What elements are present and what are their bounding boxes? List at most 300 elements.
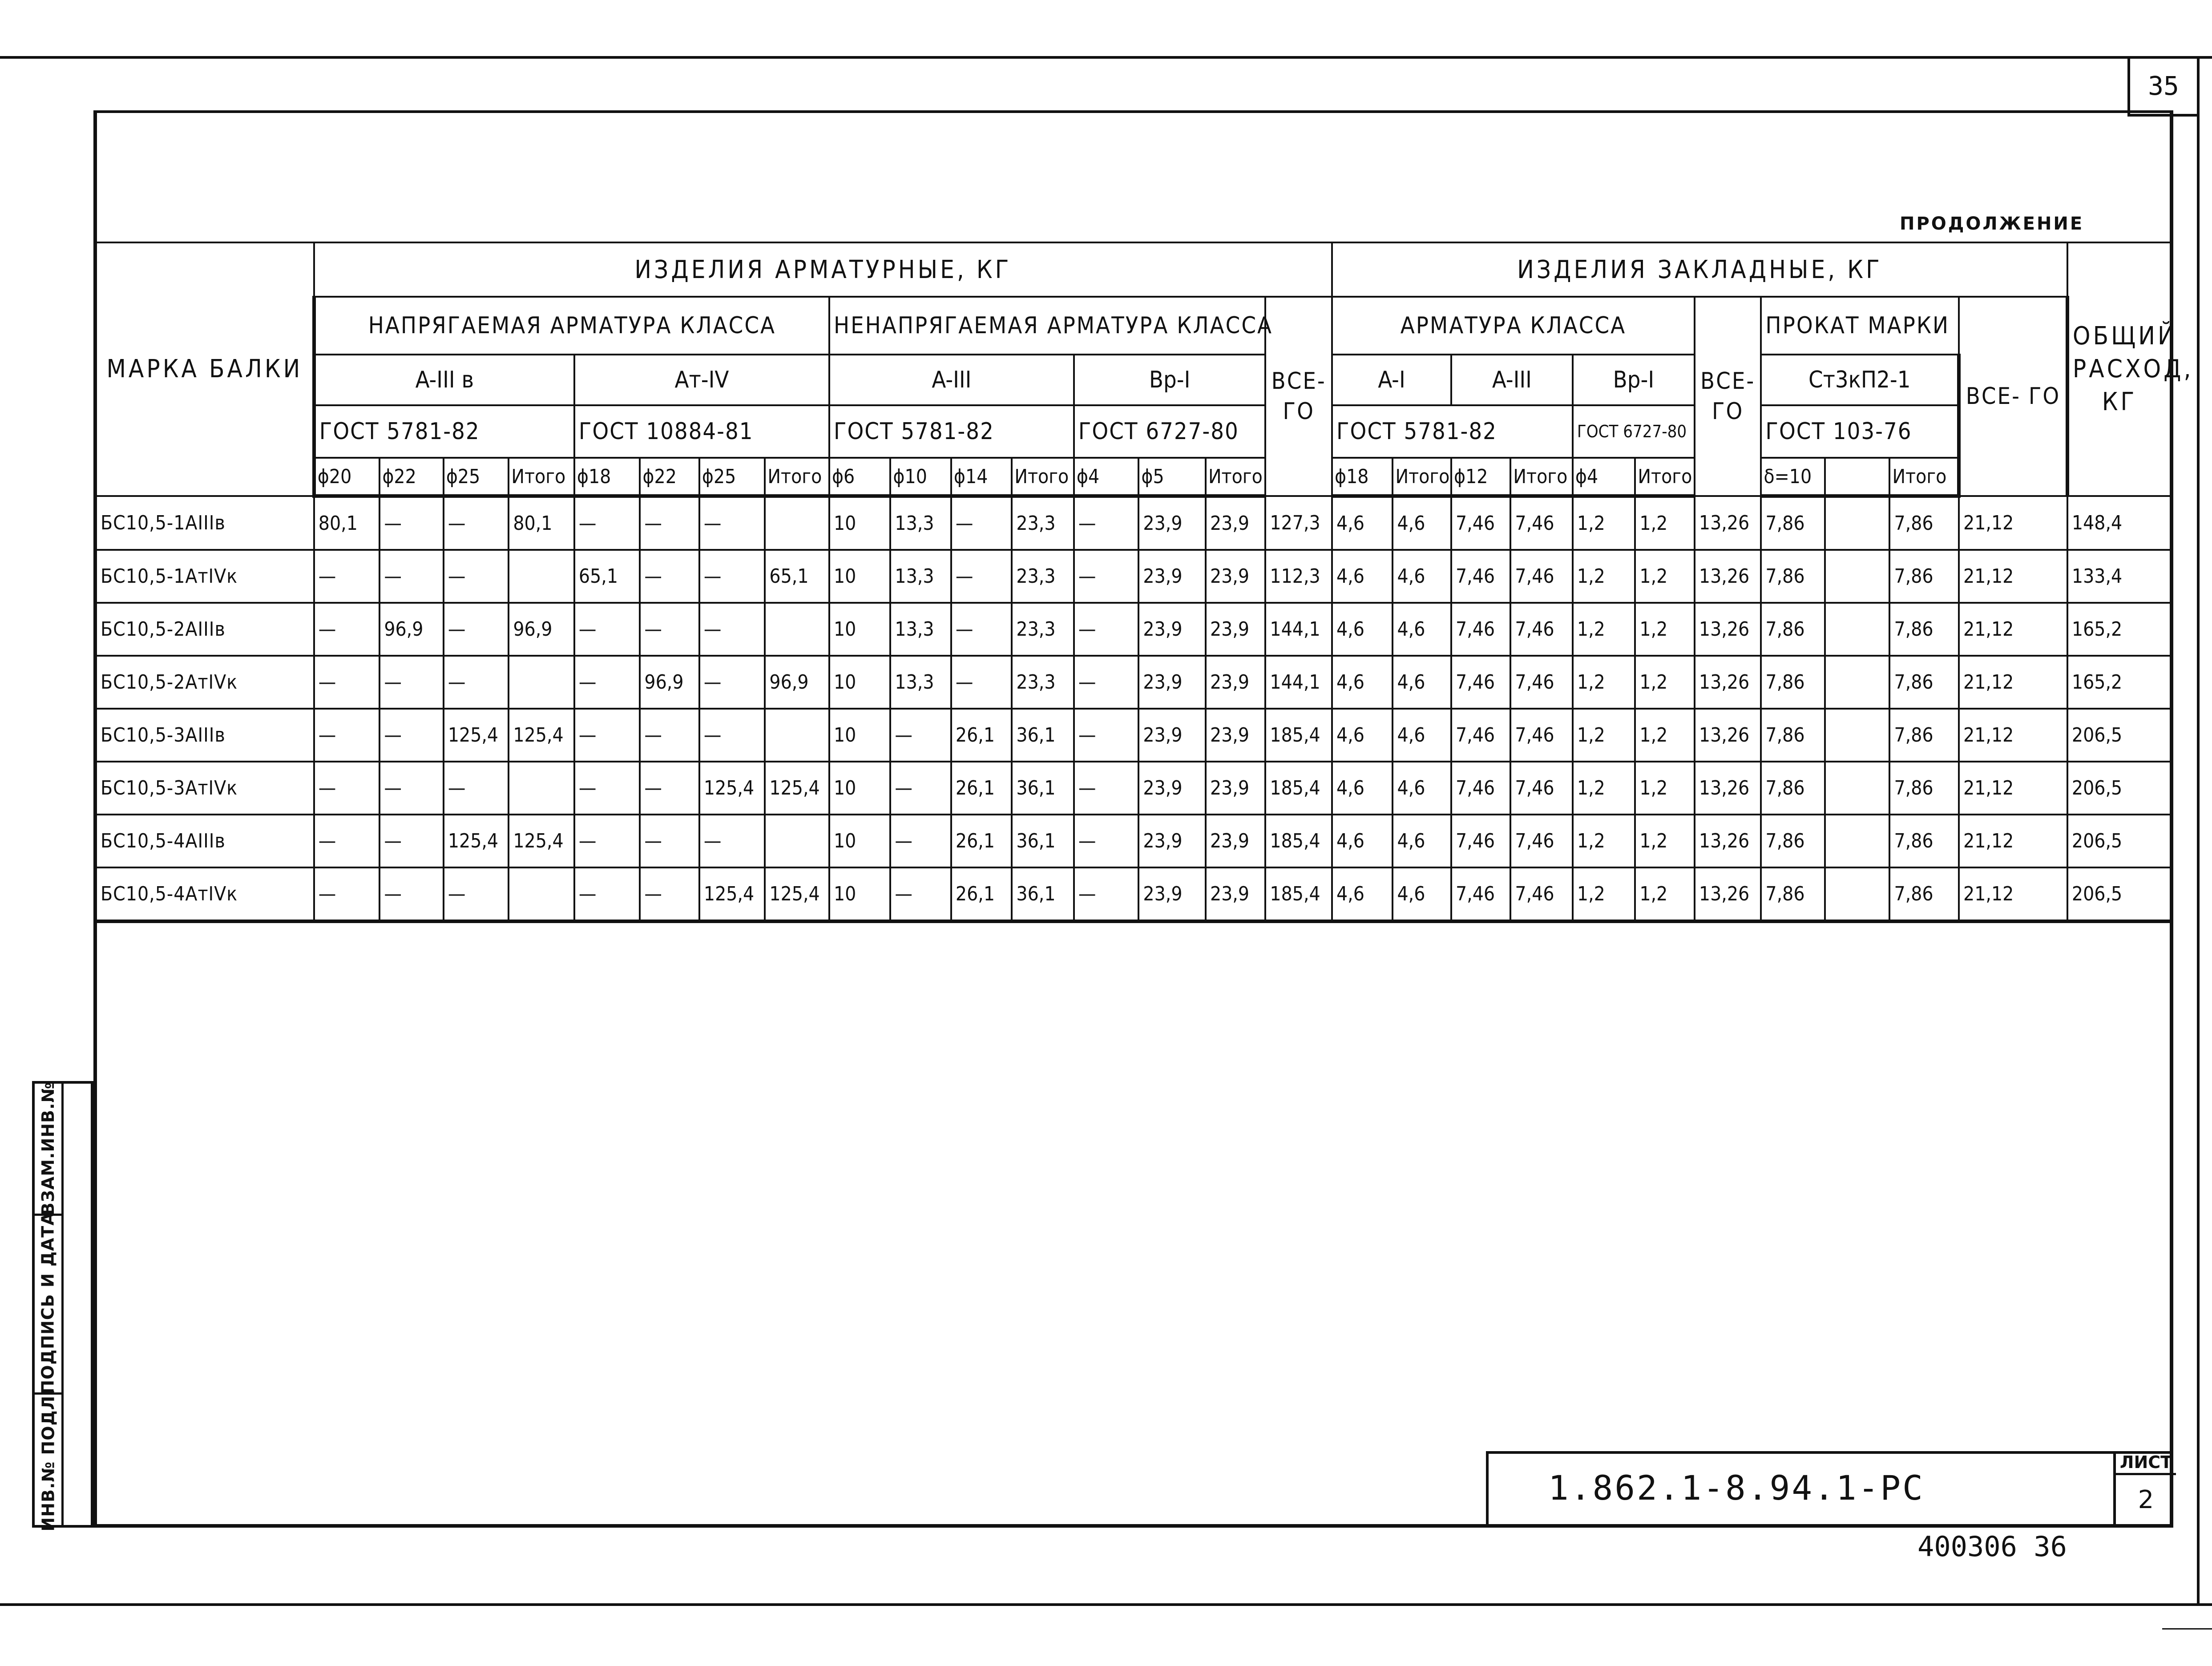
table-cell: 4,6 xyxy=(1393,709,1451,762)
itogo-header: Итого xyxy=(1012,458,1074,496)
table-cell xyxy=(509,656,574,709)
table-cell: 7,86 xyxy=(1889,603,1959,656)
table-cell: — xyxy=(574,496,640,550)
table-cell: 7,86 xyxy=(1889,496,1959,550)
table-cell: 10 xyxy=(829,603,890,656)
table-row xyxy=(95,762,2172,815)
table-cell xyxy=(509,867,574,921)
table-cell: — xyxy=(379,550,444,603)
diameter-header: ϕ10 xyxy=(890,458,951,496)
table-cell: — xyxy=(444,496,509,550)
vsego-embedded-header: ВСЕ- ГО xyxy=(1959,297,2067,496)
table-cell: 4,6 xyxy=(1393,603,1451,656)
diameter-header: ϕ22 xyxy=(379,458,444,496)
table-cell: 10 xyxy=(829,867,890,921)
table-cell: 23,9 xyxy=(1138,867,1206,921)
table-cell: — xyxy=(640,603,699,656)
beam-mark-cell: БС10,5-4AIIIв xyxy=(95,815,314,867)
table-cell: 185,4 xyxy=(1265,815,1332,867)
table-cell: 206,5 xyxy=(2067,867,2172,921)
table-cell xyxy=(1825,496,1890,550)
table-cell: 7,46 xyxy=(1510,867,1573,921)
table-cell: 144,1 xyxy=(1265,656,1332,709)
gost-5781-embedded: ГОСТ 5781-82 xyxy=(1332,405,1573,458)
diameter-header: ϕ22 xyxy=(640,458,699,496)
table-cell: 13,26 xyxy=(1695,496,1761,550)
table-cell: — xyxy=(890,762,951,815)
table-cell: 4,6 xyxy=(1393,762,1451,815)
table-cell xyxy=(765,496,829,550)
table-cell: 4,6 xyxy=(1332,867,1393,921)
table-cell: — xyxy=(444,867,509,921)
table-row xyxy=(95,815,2172,867)
table-cell: 10 xyxy=(829,656,890,709)
sheet-bottom-line xyxy=(0,1603,2212,1606)
table-cell: 23,9 xyxy=(1138,603,1206,656)
table-cell xyxy=(1825,867,1890,921)
table-cell: 23,9 xyxy=(1138,762,1206,815)
table-cell: — xyxy=(951,550,1012,603)
table-cell: 1,2 xyxy=(1573,815,1635,867)
table-cell: — xyxy=(574,656,640,709)
table-cell: — xyxy=(379,709,444,762)
table-cell: 165,2 xyxy=(2067,656,2172,709)
class-a3-embedded: A-III xyxy=(1451,355,1573,405)
table-cell: 13,26 xyxy=(1695,815,1761,867)
table-cell: 7,46 xyxy=(1510,815,1573,867)
table-cell xyxy=(509,762,574,815)
table-cell: — xyxy=(890,867,951,921)
table-cell: — xyxy=(1074,550,1139,603)
table-cell: 148,4 xyxy=(2067,496,2172,550)
table-cell: 23,9 xyxy=(1206,867,1265,921)
table-cell: 1,2 xyxy=(1573,709,1635,762)
beam-mark-cell: БС10,5-1AтIVк xyxy=(95,550,314,603)
table-cell: 96,9 xyxy=(509,603,574,656)
table-cell: 65,1 xyxy=(574,550,640,603)
diameter-header: ϕ25 xyxy=(444,458,509,496)
table-cell: 4,6 xyxy=(1332,656,1393,709)
table-cell xyxy=(765,603,829,656)
table-cell: 185,4 xyxy=(1265,762,1332,815)
table-cell: 23,9 xyxy=(1206,815,1265,867)
diameter-header: ϕ4 xyxy=(1573,458,1635,496)
table-cell xyxy=(765,815,829,867)
table-cell: 96,9 xyxy=(765,656,829,709)
table-cell: 4,6 xyxy=(1332,762,1393,815)
table-cell: 206,5 xyxy=(2067,762,2172,815)
table-cell: 1,2 xyxy=(1635,867,1694,921)
table-cell: — xyxy=(574,815,640,867)
nonprestressed-header: НЕНАПРЯГАЕМАЯ АРМАТУРА КЛАССА xyxy=(829,297,1265,355)
table-cell: 4,6 xyxy=(1393,550,1451,603)
table-cell: 10 xyxy=(829,762,890,815)
diameter-header: ϕ5 xyxy=(1138,458,1206,496)
table-cell: — xyxy=(574,762,640,815)
col-total-header: ОБЩИЙ РАСХОД, КГ xyxy=(2067,242,2172,496)
table-cell: 23,9 xyxy=(1138,496,1206,550)
gost-10884: ГОСТ 10884-81 xyxy=(574,405,829,458)
table-cell: 7,86 xyxy=(1889,867,1959,921)
table-cell: — xyxy=(951,603,1012,656)
table-cell: 13,26 xyxy=(1695,762,1761,815)
col-mark-header: МАРКА БАЛКИ xyxy=(95,242,314,496)
table-cell: 13,3 xyxy=(890,603,951,656)
table-cell: 4,6 xyxy=(1393,496,1451,550)
table-cell: — xyxy=(314,815,380,867)
table-cell: 1,2 xyxy=(1573,550,1635,603)
table-cell: — xyxy=(444,550,509,603)
table-cell: — xyxy=(640,709,699,762)
table-cell: — xyxy=(1074,656,1139,709)
table-cell: — xyxy=(1074,867,1139,921)
table-cell: 7,86 xyxy=(1889,815,1959,867)
table-cell: — xyxy=(314,603,380,656)
itogo-header: Итого xyxy=(765,458,829,496)
table-cell: 125,4 xyxy=(444,709,509,762)
table-cell: 7,46 xyxy=(1451,550,1510,603)
table-cell: 23,3 xyxy=(1012,656,1074,709)
table-cell: — xyxy=(314,867,380,921)
table-cell: — xyxy=(890,709,951,762)
table-cell: 4,6 xyxy=(1393,656,1451,709)
table-cell: 13,26 xyxy=(1695,603,1761,656)
diameter-header: ϕ14 xyxy=(951,458,1012,496)
steel-grade: Cт3кП2-1 xyxy=(1761,355,1959,405)
table-cell: 10 xyxy=(829,496,890,550)
vsego-reinf-header: ВСЕ- ГО xyxy=(1265,297,1332,496)
beam-mark-cell: БС10,5-3AтIVк xyxy=(95,762,314,815)
table-cell: — xyxy=(699,550,765,603)
table-cell: 127,3 xyxy=(1265,496,1332,550)
prokat-header: ПРОКАТ МАРКИ xyxy=(1761,297,1959,355)
table-cell: 23,9 xyxy=(1138,550,1206,603)
beam-mark-cell: БС10,5-4AтIVк xyxy=(95,867,314,921)
prestressed-header: НАПРЯГАЕМАЯ АРМАТУРА КЛАССА xyxy=(314,297,829,355)
table-cell: 1,2 xyxy=(1635,656,1694,709)
table-cell: 7,86 xyxy=(1889,550,1959,603)
table-cell: 7,86 xyxy=(1761,867,1825,921)
table-cell: — xyxy=(379,496,444,550)
sheet-right-line xyxy=(2197,56,2200,1603)
table-cell: 21,12 xyxy=(1959,867,2067,921)
table-cell: — xyxy=(951,496,1012,550)
table-cell: 23,9 xyxy=(1138,709,1206,762)
table-cell: 7,46 xyxy=(1451,496,1510,550)
table-cell: 165,2 xyxy=(2067,603,2172,656)
table-cell: 7,86 xyxy=(1761,709,1825,762)
table-cell: 36,1 xyxy=(1012,867,1074,921)
table-cell: — xyxy=(379,762,444,815)
table-cell: 185,4 xyxy=(1265,709,1332,762)
table-cell: 36,1 xyxy=(1012,815,1074,867)
table-cell: 80,1 xyxy=(314,496,380,550)
table-cell: 7,86 xyxy=(1761,603,1825,656)
table-cell: 26,1 xyxy=(951,867,1012,921)
table-cell: 13,26 xyxy=(1695,550,1761,603)
table-cell: 21,12 xyxy=(1959,496,2067,550)
group-embedded-header: ИЗДЕЛИЯ ЗАКЛАДНЫЕ, КГ xyxy=(1332,242,2067,297)
thickness-header: δ=10 xyxy=(1761,458,1825,496)
table-cell: — xyxy=(314,709,380,762)
diameter-header: ϕ18 xyxy=(574,458,640,496)
table-cell: 23,9 xyxy=(1206,603,1265,656)
table-cell: — xyxy=(1074,603,1139,656)
table-cell: 1,2 xyxy=(1573,603,1635,656)
table-cell: 4,6 xyxy=(1332,603,1393,656)
table-row xyxy=(95,709,2172,762)
table-cell: 13,3 xyxy=(890,656,951,709)
table-cell: — xyxy=(640,815,699,867)
sheet-cell xyxy=(2113,1451,2173,1528)
table-cell: 7,46 xyxy=(1451,709,1510,762)
table-cell: — xyxy=(444,762,509,815)
table-cell xyxy=(1825,603,1890,656)
table-cell: 23,3 xyxy=(1012,603,1074,656)
table-cell: 7,86 xyxy=(1761,656,1825,709)
table-cell: 125,4 xyxy=(699,762,765,815)
table-cell: 7,86 xyxy=(1889,656,1959,709)
table-cell: 7,46 xyxy=(1510,656,1573,709)
table-cell: 23,3 xyxy=(1012,550,1074,603)
table-cell: — xyxy=(379,656,444,709)
table-cell: 36,1 xyxy=(1012,762,1074,815)
sheet-number: 2 xyxy=(2138,1485,2154,1514)
table-cell: 7,46 xyxy=(1510,550,1573,603)
table-cell: 7,46 xyxy=(1510,496,1573,550)
table-cell: — xyxy=(699,709,765,762)
table-cell xyxy=(1825,656,1890,709)
table-cell: — xyxy=(574,603,640,656)
table-cell xyxy=(1825,815,1890,867)
diameter-header: ϕ6 xyxy=(829,458,890,496)
edge-mark xyxy=(2162,1628,2212,1630)
table-cell: 1,2 xyxy=(1635,603,1694,656)
table-cell: 125,4 xyxy=(509,709,574,762)
table-cell: 23,9 xyxy=(1206,656,1265,709)
table-cell: 10 xyxy=(829,550,890,603)
table-cell: 7,86 xyxy=(1889,709,1959,762)
table-cell: 7,46 xyxy=(1451,656,1510,709)
table-cell: — xyxy=(574,709,640,762)
table-cell: 21,12 xyxy=(1959,762,2067,815)
table-row xyxy=(95,603,2172,656)
table-cell: — xyxy=(444,603,509,656)
gost-5781-nonprestressed: ГОСТ 5781-82 xyxy=(829,405,1074,458)
table-cell: 26,1 xyxy=(951,709,1012,762)
table-cell xyxy=(1825,550,1890,603)
diameter-header: ϕ18 xyxy=(1332,458,1393,496)
itogo-header: Итого xyxy=(1206,458,1265,496)
table-cell: 1,2 xyxy=(1573,496,1635,550)
class-a1-embedded: A-I xyxy=(1332,355,1451,405)
continuation-label: ПРОДОЛЖЕНИЕ xyxy=(1900,214,2084,234)
class-a3v: A-III в xyxy=(314,355,574,405)
table-cell: 96,9 xyxy=(640,656,699,709)
class-at4: Aт-IV xyxy=(574,355,829,405)
gost-6727-embedded: ГОСТ 6727-80 xyxy=(1573,405,1695,458)
table-cell: 4,6 xyxy=(1393,867,1451,921)
table-cell: 7,86 xyxy=(1761,762,1825,815)
table-cell xyxy=(765,709,829,762)
vsego-arm-header: ВСЕ- ГО xyxy=(1695,297,1761,496)
table-cell: 65,1 xyxy=(765,550,829,603)
table-cell: 1,2 xyxy=(1635,815,1694,867)
sheet-top-line xyxy=(0,56,2212,59)
table-cell: 13,26 xyxy=(1695,867,1761,921)
table-cell: 21,12 xyxy=(1959,603,2067,656)
table-cell: 21,12 xyxy=(1959,709,2067,762)
table-cell: 7,46 xyxy=(1510,603,1573,656)
diameter-header: ϕ4 xyxy=(1074,458,1139,496)
table-cell: 23,9 xyxy=(1206,762,1265,815)
page-number: 35 xyxy=(2127,58,2197,117)
table-cell: 21,12 xyxy=(1959,656,2067,709)
table-cell: 125,4 xyxy=(444,815,509,867)
table-cell: 7,86 xyxy=(1761,496,1825,550)
class-bp1-embedded: Bр-I xyxy=(1573,355,1695,405)
table-cell: — xyxy=(1074,709,1139,762)
beam-mark-cell: БС10,5-1AIIIв xyxy=(95,496,314,550)
table-cell: 26,1 xyxy=(951,815,1012,867)
itogo-header: Итого xyxy=(1889,458,1959,496)
table-cell: — xyxy=(574,867,640,921)
table-cell: 7,86 xyxy=(1889,762,1959,815)
empty-header xyxy=(1825,458,1890,496)
beam-mark-cell: БС10,5-2AIIIв xyxy=(95,603,314,656)
table-cell: 4,6 xyxy=(1332,496,1393,550)
diameter-header: ϕ12 xyxy=(1451,458,1510,496)
beam-mark-cell: БС10,5-3AIIIв xyxy=(95,709,314,762)
table-cell: — xyxy=(1074,762,1139,815)
itogo-header: Итого xyxy=(509,458,574,496)
table-cell: 23,9 xyxy=(1206,550,1265,603)
table-cell: — xyxy=(699,496,765,550)
table-cell: 23,9 xyxy=(1206,496,1265,550)
table-cell: 112,3 xyxy=(1265,550,1332,603)
table-cell: 23,3 xyxy=(1012,496,1074,550)
table-cell: 4,6 xyxy=(1393,815,1451,867)
table-cell: 1,2 xyxy=(1635,709,1694,762)
table-cell: 23,9 xyxy=(1138,656,1206,709)
table-cell: 1,2 xyxy=(1635,762,1694,815)
table-cell: 13,3 xyxy=(890,550,951,603)
group-reinforcement-header: ИЗДЕЛИЯ АРМАТУРНЫЕ, КГ xyxy=(314,242,1332,297)
table-cell: — xyxy=(699,603,765,656)
table-cell: 7,46 xyxy=(1451,815,1510,867)
diameter-header: ϕ20 xyxy=(314,458,380,496)
table-cell: 4,6 xyxy=(1332,550,1393,603)
gost-103: ГОСТ 103-76 xyxy=(1761,405,1959,458)
table-cell: 144,1 xyxy=(1265,603,1332,656)
table-cell: 96,9 xyxy=(379,603,444,656)
table-cell: — xyxy=(314,656,380,709)
table-cell: — xyxy=(699,656,765,709)
table-row xyxy=(95,550,2172,603)
table-cell: 13,26 xyxy=(1695,709,1761,762)
class-a3: A-III xyxy=(829,355,1074,405)
table-cell: — xyxy=(951,656,1012,709)
side-label-original: ИНВ.№ ПОДЛ. xyxy=(38,1388,58,1532)
table-cell: 36,1 xyxy=(1012,709,1074,762)
table-row xyxy=(95,656,2172,709)
table-cell: 7,46 xyxy=(1451,762,1510,815)
archive-number: 400306 36 xyxy=(1917,1530,2067,1563)
itogo-header: Итого xyxy=(1393,458,1451,496)
table-cell: 21,12 xyxy=(1959,550,2067,603)
table-cell: 23,9 xyxy=(1138,815,1206,867)
table-row xyxy=(95,496,2172,550)
gost-6727-reinf: ГОСТ 6727-80 xyxy=(1074,405,1266,458)
table-cell: — xyxy=(640,550,699,603)
sheet-label: ЛИСТ xyxy=(2116,1451,2176,1475)
table-cell: — xyxy=(699,815,765,867)
table-cell: — xyxy=(640,867,699,921)
table-cell: 1,2 xyxy=(1573,656,1635,709)
table-cell: 1,2 xyxy=(1635,550,1694,603)
table-cell: 80,1 xyxy=(509,496,574,550)
arm-class-header: АРМАТУРА КЛАССА xyxy=(1332,297,1695,355)
table-cell: 7,86 xyxy=(1761,550,1825,603)
table-cell: 125,4 xyxy=(765,762,829,815)
class-bp1: Bр-I xyxy=(1074,355,1266,405)
table-cell: 7,46 xyxy=(1451,867,1510,921)
table-cell: 4,6 xyxy=(1332,709,1393,762)
table-cell: 10 xyxy=(829,709,890,762)
table-cell: — xyxy=(890,815,951,867)
table-cell: — xyxy=(640,762,699,815)
table-cell: 206,5 xyxy=(2067,815,2172,867)
table-cell: 7,86 xyxy=(1761,815,1825,867)
table-cell: 125,4 xyxy=(765,867,829,921)
table-cell: 7,46 xyxy=(1510,762,1573,815)
table-cell: 21,12 xyxy=(1959,815,2067,867)
reinforcement-table xyxy=(93,242,2194,923)
table-cell: 133,4 xyxy=(2067,550,2172,603)
table-cell: 26,1 xyxy=(951,762,1012,815)
table-cell: — xyxy=(314,550,380,603)
side-label-replacement: ВЗАМ.ИНВ.№ xyxy=(38,1081,58,1216)
table-cell: 125,4 xyxy=(509,815,574,867)
table-cell: — xyxy=(379,815,444,867)
table-cell: 7,46 xyxy=(1451,603,1510,656)
itogo-header: Итого xyxy=(1510,458,1573,496)
diameter-header: ϕ25 xyxy=(699,458,765,496)
table-cell: 13,26 xyxy=(1695,656,1761,709)
table-cell: — xyxy=(314,762,380,815)
table-cell: — xyxy=(1074,496,1139,550)
table-cell: 1,2 xyxy=(1635,496,1694,550)
table-cell: — xyxy=(379,867,444,921)
beam-mark-cell: БС10,5-2AтIVк xyxy=(95,656,314,709)
table-body xyxy=(95,496,2172,921)
table-cell: 7,46 xyxy=(1510,709,1573,762)
gost-5781-prestressed: ГОСТ 5781-82 xyxy=(314,405,574,458)
table-cell: — xyxy=(640,496,699,550)
table-cell: 10 xyxy=(829,815,890,867)
table-row xyxy=(95,867,2172,921)
document-code: 1.862.1-8.94.1-РС xyxy=(1548,1468,1925,1508)
table-cell: 206,5 xyxy=(2067,709,2172,762)
side-stamp-divider xyxy=(61,1084,64,1525)
table-cell: — xyxy=(444,656,509,709)
table-cell xyxy=(1825,762,1890,815)
table-cell: 125,4 xyxy=(699,867,765,921)
table-cell: 185,4 xyxy=(1265,867,1332,921)
table-cell: 4,6 xyxy=(1332,815,1393,867)
table-cell xyxy=(1825,709,1890,762)
itogo-header: Итого xyxy=(1635,458,1694,496)
